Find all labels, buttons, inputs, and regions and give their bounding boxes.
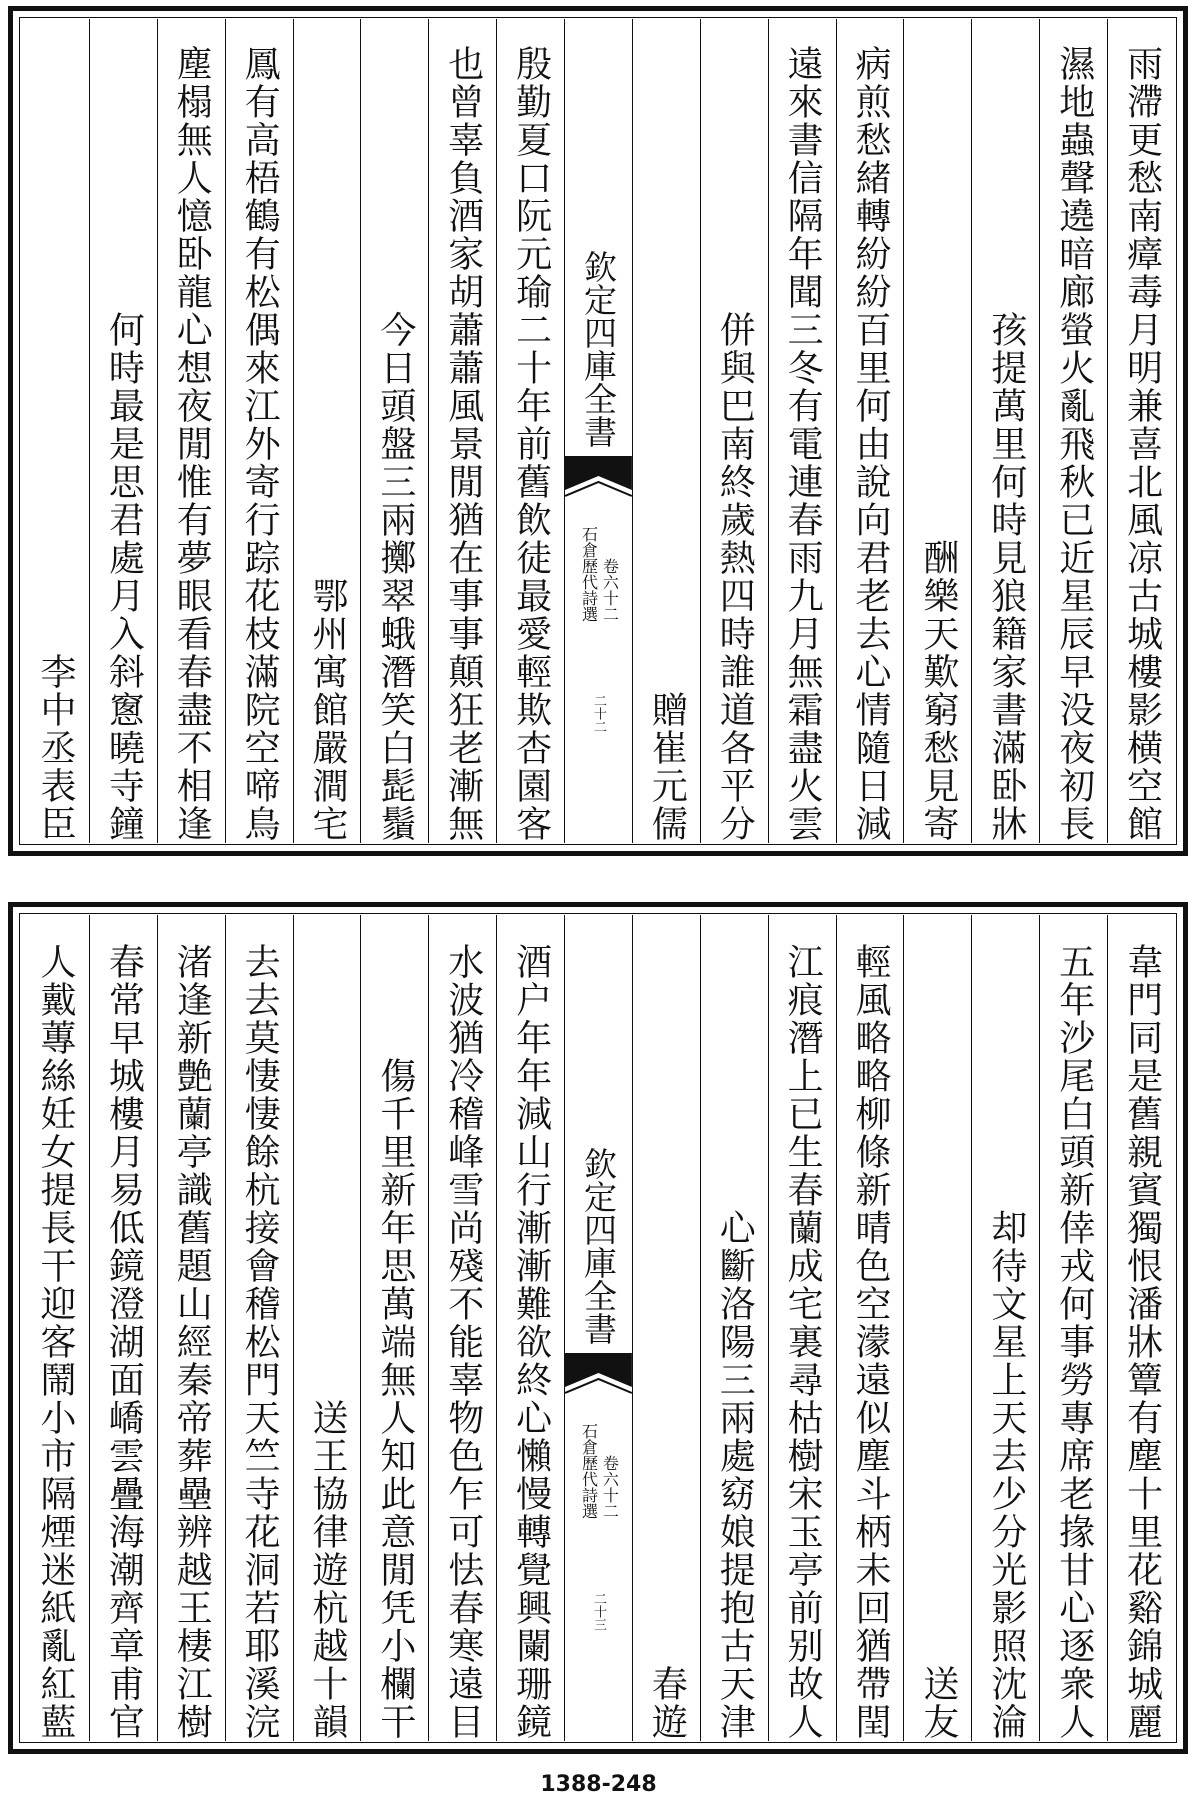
column-text: 人戴蓴絲妊女提長干迎客鬧小市隔煙迷紙亂紅藍	[34, 943, 76, 1741]
text-column	[225, 19, 293, 843]
fishtail-mark-icon	[565, 1353, 632, 1413]
column-text: 却待文星上天去少分光影照沈淪	[985, 1209, 1027, 1741]
poem-title-column	[632, 19, 700, 843]
poem-title-column	[632, 915, 700, 1741]
poem-title-column	[903, 19, 971, 843]
lower-half-page	[8, 902, 1188, 1754]
upper-column-grid	[21, 19, 1175, 843]
juan-number: 卷六十二	[600, 558, 620, 622]
poem-title: 鄂州寓館嚴澗宅	[306, 577, 348, 843]
column-text: 輕風略略柳條新晴色空濛遠似塵斗柄未回猶帶閏	[850, 943, 892, 1741]
column-text: 渚逢新艶蘭亭識舊題山經秦帝葬壘辨越王棲江樹	[171, 943, 213, 1741]
poem-title-column	[293, 915, 361, 1741]
column-text: 酒户年年減山行漸漸難欲終心懶慢轉覺興闌珊鏡	[510, 943, 552, 1741]
fishtail-mark-icon	[565, 456, 632, 516]
poem-title: 贈崔元儒	[646, 691, 688, 843]
poem-title: 送王協律遊杭越十韻	[306, 1399, 348, 1741]
text-column	[496, 915, 564, 1741]
column-text: 濕地蟲聲遶暗廊螢火亂飛秋已近星辰早没夜初長	[1053, 45, 1095, 843]
text-column	[428, 19, 496, 843]
column-text: 水波猶冷稽峰雪尚殘不能辜物色乍可怯春寒遠目	[442, 943, 484, 1741]
poem-title-column	[21, 19, 89, 843]
catalog-number: 1388-248	[540, 1772, 657, 1797]
poem-title: 酬樂天歎窮愁見寄	[917, 539, 959, 843]
poem-title: 李中丞表臣	[34, 653, 76, 843]
text-column	[1039, 19, 1107, 843]
column-text: 去去莫悽悽餘杭接會稽松門天竺寺花洞若耶溪浣	[239, 943, 281, 1741]
column-text: 心斷洛陽三兩處窈娘提抱古天津	[714, 1209, 756, 1741]
text-column	[428, 915, 496, 1741]
text-column	[1107, 915, 1175, 1741]
text-column	[836, 19, 904, 843]
poem-title: 春遊	[646, 1665, 688, 1741]
page-number: 二十二	[591, 694, 606, 733]
text-column	[157, 915, 225, 1741]
poem-title-column	[903, 915, 971, 1741]
poem-title: 送友	[917, 1665, 959, 1741]
column-text: 也曾辜負酒家胡蕭蕭風景閒猶在事事顛狂老漸無	[442, 45, 484, 843]
column-text: 今日頭盤三兩擲翠蛾潛笑白髭鬚	[374, 311, 416, 843]
column-text: 江痕潛上已生春蘭成宅裏尋枯樹宋玉亭前别故人	[782, 943, 824, 1741]
column-text: 傷千里新年思萬端無人知此意閒凭小欄干	[374, 1057, 416, 1741]
column-text: 孩提萬里何時見狼籍家書滿卧牀	[985, 311, 1027, 843]
text-column	[496, 19, 564, 843]
column-text: 鳳有高梧鶴有松偶來江外寄行踪花枝滿院空啼鳥	[239, 45, 281, 843]
poem-title-column	[293, 19, 361, 843]
column-text: 韋門同是舊親賓獨恨潘牀簟有塵十里花谿錦城麗	[1121, 943, 1163, 1741]
volume-info	[580, 1423, 618, 1519]
column-text: 殷勤夏口阮元瑜二十年前舊飲徒最愛輕欺杏園客	[510, 45, 552, 843]
text-column	[971, 19, 1039, 843]
center-fold-column	[564, 19, 632, 843]
text-column	[768, 19, 836, 843]
text-column	[700, 915, 768, 1741]
text-column	[836, 915, 904, 1741]
text-column	[768, 915, 836, 1741]
text-column	[1039, 915, 1107, 1741]
text-column	[971, 915, 1039, 1741]
upper-half-page	[8, 6, 1188, 856]
text-column	[89, 19, 157, 843]
column-text: 何時最是思君處月入斜窻曉寺鐘	[103, 311, 145, 843]
page-number: 二十三	[591, 1592, 606, 1631]
text-column	[157, 19, 225, 843]
center-fold-column	[564, 915, 632, 1741]
column-text: 病煎愁緒轉紛紛百里何由說向君老去心情隨日減	[850, 45, 892, 843]
text-column	[21, 915, 89, 1741]
column-text: 五年沙尾白頭新倖戎何事勞專席老掾甘心逐衆人	[1053, 943, 1095, 1741]
column-text: 春常早城樓月易低鏡澄湖面嶠雲疊海潮齊章甫官	[103, 943, 145, 1741]
juan-number: 卷六十二	[600, 1455, 620, 1519]
column-text: 併與巴南終歲熱四時誰道各平分	[714, 311, 756, 843]
collection-title: 欽定四庫全書	[579, 250, 619, 448]
column-text: 塵榻無人憶卧龍心想夜閒惟有夢眼看春盡不相逢	[171, 45, 213, 843]
text-column	[89, 915, 157, 1741]
text-column	[360, 915, 428, 1741]
book-name: 石倉歷代詩選	[579, 1423, 599, 1519]
text-column	[700, 19, 768, 843]
book-name: 石倉歷代詩選	[579, 526, 599, 622]
volume-info	[580, 526, 618, 622]
text-column	[360, 19, 428, 843]
column-text: 雨滯更愁南瘴毒月明兼喜北風凉古城樓影横空館	[1121, 45, 1163, 843]
collection-title: 欽定四庫全書	[579, 1147, 619, 1345]
column-text: 遠來書信隔年聞三冬有電連春雨九月無霜盡火雲	[782, 45, 824, 843]
lower-column-grid	[21, 915, 1175, 1741]
text-column	[225, 915, 293, 1741]
text-column	[1107, 19, 1175, 843]
